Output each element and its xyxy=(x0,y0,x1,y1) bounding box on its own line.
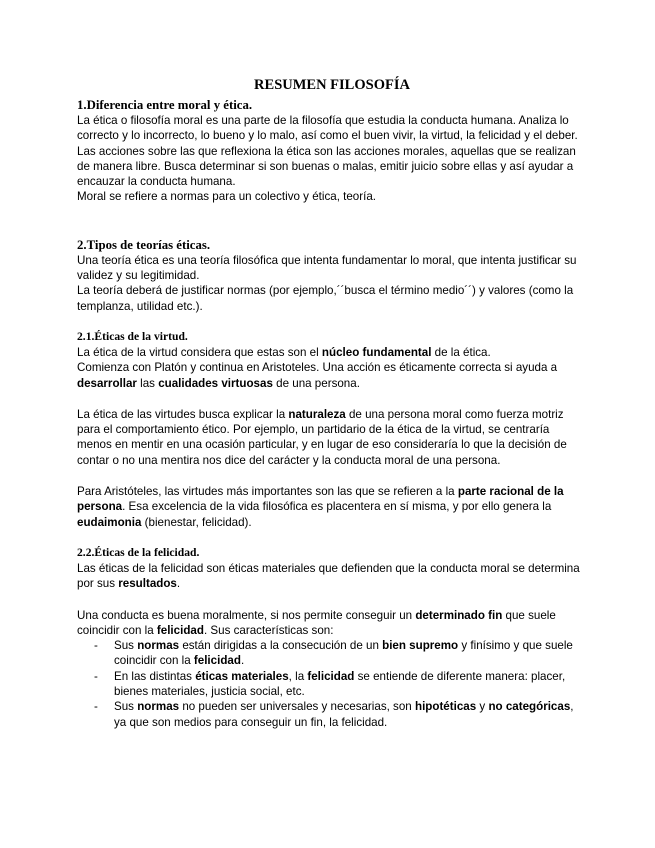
section-2-2-paragraph: Una conducta es buena moralmente, si nos permite conseguir un determinado fin que suele coincidir con la felicidad. Sus características son: xyxy=(77,608,556,637)
section-2-paragraph: La teoría deberá de justificar normas (por ejemplo,´´busca el término medio´´) y valores (como la templanza, utilidad etc.). xyxy=(77,284,574,313)
dash-bullet: - xyxy=(94,669,98,683)
list-item: - Sus normas no pueden ser universales y necesarias, son hipotéticas y no categóricas, ya que son medios para conseguir un fin, la felicidad. xyxy=(94,700,574,729)
characteristics-list xyxy=(77,638,587,730)
list-item: - Sus normas están dirigidas a la consecución de un bien supremo y finísimo y que suele coincidir con la felicidad. xyxy=(94,639,573,668)
list-item: - En las distintas éticas materiales, la felicidad se entiende de diferente manera: placer, bienes materiales, justicia social, etc. xyxy=(94,669,566,699)
section-2-1-paragraph: La ética de las virtudes busca explicar la naturaleza de una persona moral como fuerza motriz para el comportamiento ético. Por ejemplo, un partidario de la ética de la virtud, se centraría menos en mentir en una ocasión particular, y en lugar de eso consideraría lo que la decisión de contar o no una mentira nos dice del carácter y la conducta moral de una persona. xyxy=(77,407,567,467)
section-2-2-heading: 2.2.Éticas de la felicidad. xyxy=(77,545,200,559)
section-1-paragraph: Moral se refiere a normas para un colectivo y ética, teoría. xyxy=(77,190,376,204)
section-2-1-heading: 2.1.Éticas de la virtud. xyxy=(77,329,188,343)
section-1-heading: 1.Diferencia entre moral y ética. xyxy=(77,98,253,112)
document-title: RESUMEN FILOSOFÍA xyxy=(254,77,410,93)
section-2-paragraph: Una teoría ética es una teoría filosófica que intenta fundamentar lo moral, que intenta justificar su validez y su legitimidad. xyxy=(77,253,577,283)
dash-bullet: - xyxy=(94,639,98,653)
section-1-paragraph: Las acciones sobre las que reflexiona la ética son las acciones morales, aquellas que se realizan de manera libre. Busca determinar si son buenas o malas, emitir juicio sobre ellas y así ayudar a encauzar la conducta humana. xyxy=(77,144,576,189)
section-2-1-paragraph: Para Aristóteles, las virtudes más importantes son las que se refieren a la parte racional de la persona. Esa excelencia de la vida filosófica es placentera en sí misma, y por ello genera la eudaimonia (bienestar, felicidad). xyxy=(77,485,564,529)
dash-bullet: - xyxy=(94,700,98,714)
section-2-1-paragraph: Comienza con Platón y continua en Aristoteles. Una acción es éticamente correcta si ayuda a desarrollar las cualidades virtuosas de una persona. xyxy=(77,361,558,390)
section-1-paragraph: La ética o filosofía moral es una parte de la filosofía que estudia la conducta humana. Analiza lo correcto y lo incorrecto, lo bueno y lo malo, así como el buen vivir, la virtud, la felicidad y el deber. xyxy=(77,114,578,143)
document-page xyxy=(77,76,587,730)
section-2-heading: 2.Tipos de teorías éticas. xyxy=(77,237,211,252)
section-2-2-paragraph: Las éticas de la felicidad son éticas materiales que defienden que la conducta moral se determina por sus resultados. xyxy=(77,561,580,591)
section-2-1-paragraph: La ética de la virtud considera que estas son el núcleo fundamental de la ética. xyxy=(77,345,491,359)
